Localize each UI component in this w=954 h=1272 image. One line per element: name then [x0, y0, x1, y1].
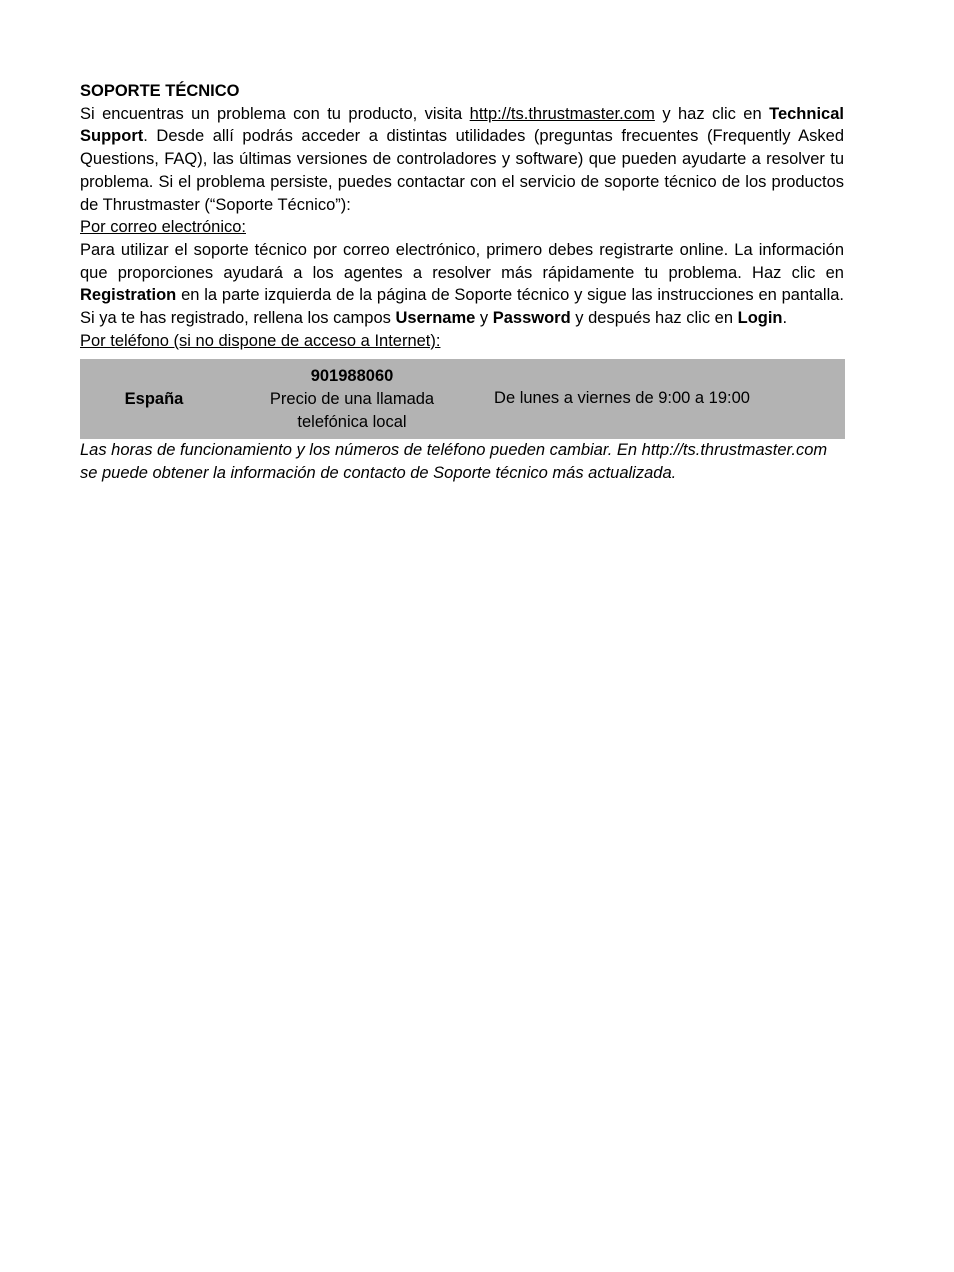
intro-text-1: Si encuentras un problema con tu producto, visita — [80, 104, 470, 123]
email-text-4: y después haz clic en — [570, 309, 738, 328]
phone-heading: Por teléfono (si no dispone de acceso a Internet): — [80, 331, 441, 350]
call-price-line-1: Precio de una llamada — [269, 390, 435, 409]
phone-number: 901988060 — [310, 367, 394, 386]
email-text-2: en la parte izquierda de la página de Soporte técnico y sigue las instrucciones en pantalla. Si ya te has registrado, rellena los campos — [80, 286, 844, 328]
email-heading: Por correo electrónico: — [80, 218, 246, 237]
document-body — [80, 80, 844, 485]
support-link[interactable]: http://ts.thrustmaster.com — [469, 104, 655, 123]
opening-hours-cell: De lunes a viernes de 9:00 a 19:00 — [494, 389, 750, 408]
username-term: Username — [395, 309, 476, 328]
intro-text-2: y haz clic en — [654, 104, 770, 123]
country-cell: España — [124, 390, 184, 409]
intro-paragraph — [80, 103, 844, 217]
section-title: SOPORTE TÉCNICO — [80, 82, 240, 100]
disclaimer-note: Las horas de funcionamiento y los números de teléfono pueden cambiar. En http://ts.thrustmaster.com se puede obtener la información de contacto de Soporte técnico más actualizada. — [80, 441, 828, 483]
technical-support-term: Technical Support — [80, 104, 844, 146]
call-price-line-2: telefónica local — [297, 412, 407, 431]
email-text-1: Para utilizar el soporte técnico por correo electrónico, primero debes registrarte online. La información que proporciones ayudará a los agentes a resolver más rápidamente tu problema. Haz clic en — [80, 240, 844, 282]
intro-text-3: . Desde allí podrás acceder a distintas utilidades (preguntas frecuentes (Frequently Asked Questions, FAQ), las últimas versiones de controladores y software) que pueden ayudarte a resolver tu problema. Si el problema persiste, puedes contactar con el servicio de soporte técnico de los productos de Thrustmaster (“Soporte Técnico”): — [80, 127, 844, 214]
password-term: Password — [492, 309, 571, 328]
email-text-3: y — [475, 309, 493, 328]
email-text-5: . — [782, 309, 788, 328]
email-paragraph — [80, 239, 844, 330]
phone-contact-table — [80, 359, 845, 439]
login-term: Login — [737, 309, 783, 328]
phone-number-cell — [228, 365, 476, 433]
registration-term: Registration — [80, 286, 177, 305]
